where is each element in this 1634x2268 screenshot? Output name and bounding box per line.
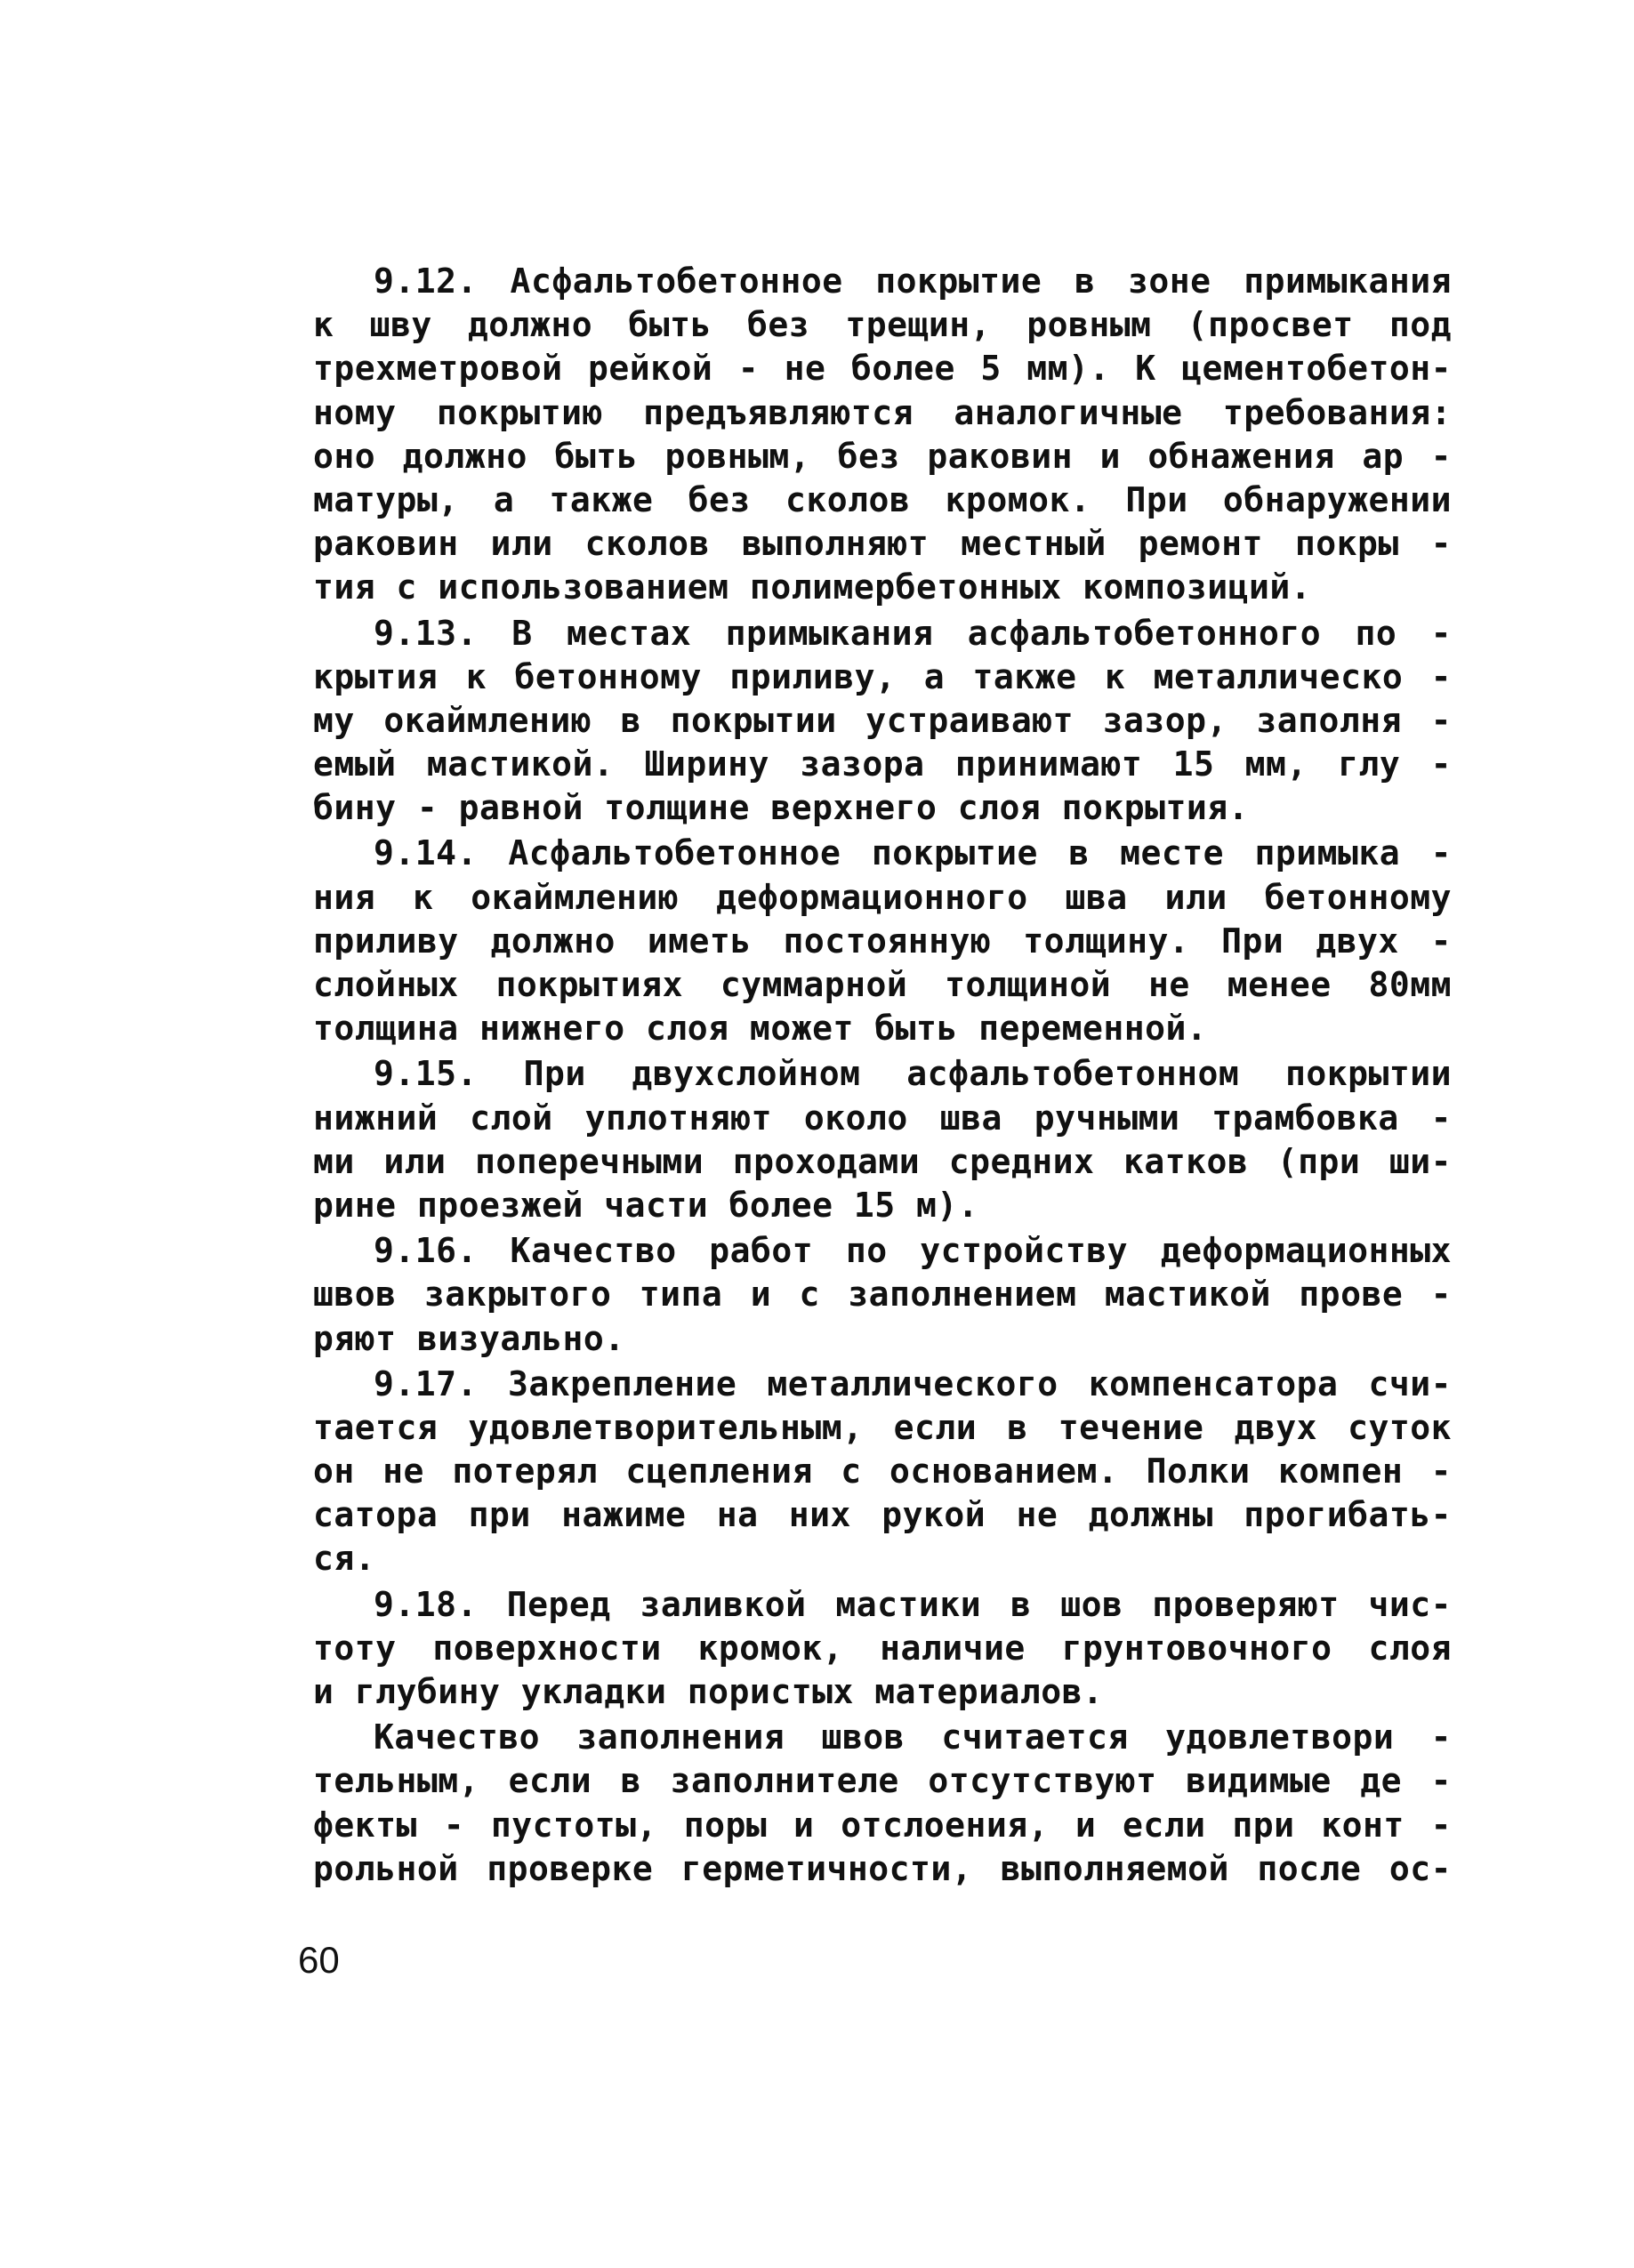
text-line: тоту поверхности кромок, наличие грунтовочного слоя: [313, 1628, 1452, 1668]
text-line: тия с использованием полимербетонных композиций.: [313, 567, 1312, 607]
page-number: 60: [298, 1939, 340, 1981]
paragraph-p-quality: [313, 1716, 1452, 1891]
text-line: 9.15. При двухслойном асфальтобетонном покрытии: [374, 1054, 1452, 1094]
paragraph-p9-13: [313, 612, 1452, 831]
text-line: 9.18. Перед заливкой мастики в шов проверяют чис-: [374, 1584, 1452, 1624]
text-line: швов закрытого типа и с заполнением мастикой прове -: [313, 1275, 1452, 1315]
text-line: 9.13. В местах примыкания асфальтобетонного по -: [374, 613, 1452, 653]
paragraph-p9-15: [313, 1052, 1452, 1227]
paragraph-p9-17: [313, 1363, 1452, 1581]
text-line: 9.16. Качество работ по устройству деформационных: [374, 1231, 1452, 1271]
paragraph-p9-16: [313, 1229, 1452, 1361]
text-line: слойных покрытиях суммарной толщиной не менее 80мм: [313, 965, 1452, 1004]
paragraph-p9-14: [313, 832, 1452, 1050]
text-line: и глубину укладки пористых материалов.: [313, 1672, 1104, 1711]
text-line: емый мастикой. Ширину зазора принимают 15 мм, глу -: [313, 744, 1452, 784]
text-line: нижний слой уплотняют около шва ручными трамбовка -: [313, 1098, 1452, 1138]
text-line: рине проезжей части более 15 м).: [313, 1185, 979, 1225]
text-line: му окаймлению в покрытии устраивают зазор, заполня -: [313, 700, 1452, 740]
text-line: приливу должно иметь постоянную толщину. При двух -: [313, 921, 1452, 961]
text-line: раковин или сколов выполняют местный ремонт покры -: [313, 524, 1452, 564]
text-line: сатора при нажиме на них рукой не должны прогибать-: [313, 1495, 1452, 1535]
text-line: он не потерял сцепления с основанием. Полки компен -: [313, 1452, 1452, 1492]
text-line: оно должно быть ровным, без раковин и обнажения ар -: [313, 436, 1452, 476]
text-line: ному покрытию предъявляются аналогичные требования:: [313, 392, 1452, 432]
text-line: 9.14. Асфальтобетонное покрытие в месте примыка -: [374, 833, 1452, 873]
body-text: [313, 260, 1452, 1891]
text-line: тельным, если в заполнителе отсутствуют видимые де -: [313, 1761, 1452, 1801]
text-line: к шву должно быть без трещин, ровным (просвет под: [313, 305, 1452, 345]
text-line: ряют визуально.: [313, 1318, 625, 1358]
paragraph-p9-12: [313, 260, 1452, 610]
text-line: фекты - пустоты, поры и отслоения, и если при конт -: [313, 1805, 1452, 1845]
text-line: ся.: [313, 1539, 376, 1579]
text-line: рольной проверке герметичности, выполняемой после ос-: [313, 1848, 1452, 1888]
text-line: бину - равной толщине верхнего слоя покрытия.: [313, 788, 1250, 828]
text-line: толщина нижнего слоя может быть переменной.: [313, 1009, 1208, 1049]
text-line: Качество заполнения швов считается удовлетвори -: [374, 1717, 1452, 1757]
text-line: ми или поперечными проходами средних катков (при ши-: [313, 1141, 1452, 1181]
text-line: матуры, а также без сколов кромок. При обнаружении: [313, 479, 1452, 519]
text-line: тается удовлетворительным, если в течение двух суток: [313, 1407, 1452, 1447]
text-line: 9.17. Закрепление металлического компенсатора счи-: [374, 1363, 1452, 1403]
text-line: трехметровой рейкой - не более 5 мм). К цементобетон-: [313, 349, 1452, 389]
text-line: 9.12. Асфальтобетонное покрытие в зоне примыкания: [374, 261, 1452, 301]
text-line: крытия к бетонному приливу, а также к металлическо -: [313, 656, 1452, 696]
text-line: ния к окаймлению деформационного шва или бетонному: [313, 877, 1452, 917]
paragraph-p9-18: [313, 1583, 1452, 1715]
